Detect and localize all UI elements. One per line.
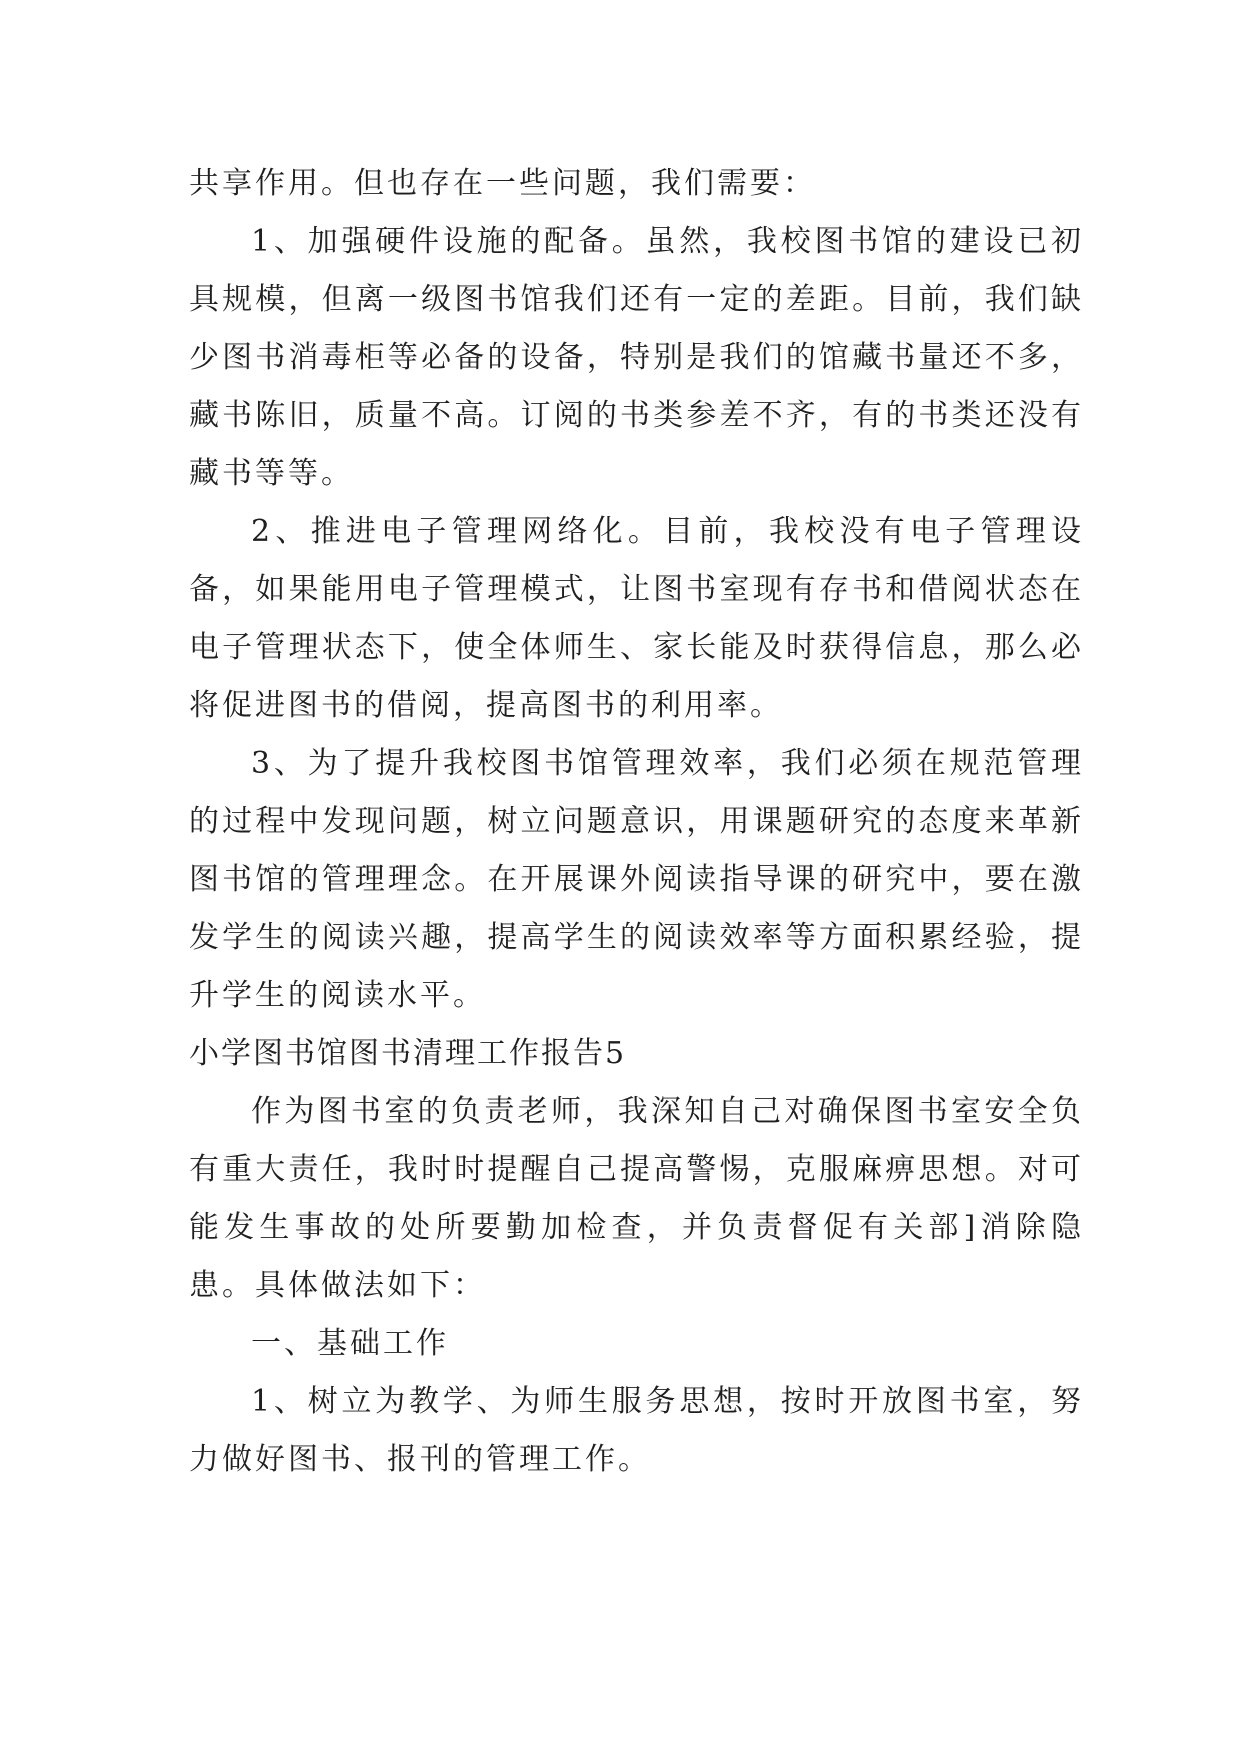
paragraph-item-3-efficiency: 3、为了提升我校图书馆管理效率，我们必须在规范管理的过程中发现问题，树立问题意识，用课题研究的态度来革新图书馆的管理理念。在开展课外阅读指导课的研究中，要在激发学生的阅读兴趣，提高学生的阅读效率等方面积累经验，提升学生的阅读水平。 (189, 746, 1084, 1013)
document-body (189, 155, 1084, 1489)
paragraph-basic-work-item-1: 1、树立为教学、为师生服务思想，按时开放图书室，努力做好图书、报刊的管理工作。 (189, 1384, 1084, 1477)
paragraph-item-1-hardware: 1、加强硬件设施的配备。虽然，我校图书馆的建设已初具规模，但离一级图书馆我们还有一定的差距。目前，我们缺少图书消毒柜等必备的设备，特别是我们的馆藏书量还不多，藏书陈旧，质量不高。订阅的书类参差不齐，有的书类还没有藏书等等。 (189, 224, 1084, 491)
paragraph-item-2-electronic-management: 2、推进电子管理网络化。目前，我校没有电子管理设备，如果能用电子管理模式，让图书室现有存书和借阅状态在电子管理状态下，使全体师生、家长能及时获得信息，那么必将促进图书的借阅，提高图书的利用率。 (189, 514, 1084, 723)
paragraph-continuation: 共享作用。但也存在一些问题，我们需要： (189, 166, 816, 201)
subheading-basic-work: 一、基础工作 (251, 1326, 449, 1361)
paragraph-intro-responsibility: 作为图书室的负责老师，我深知自己对确保图书室安全负有重大责任，我时时提醒自己提高警惕，克服麻痹思想。对可能发生事故的处所要勤加检查，并负责督促有关部]消除隐患。具体做法如下： (189, 1094, 1084, 1303)
section-heading: 小学图书馆图书清理工作报告5 (189, 1036, 627, 1071)
